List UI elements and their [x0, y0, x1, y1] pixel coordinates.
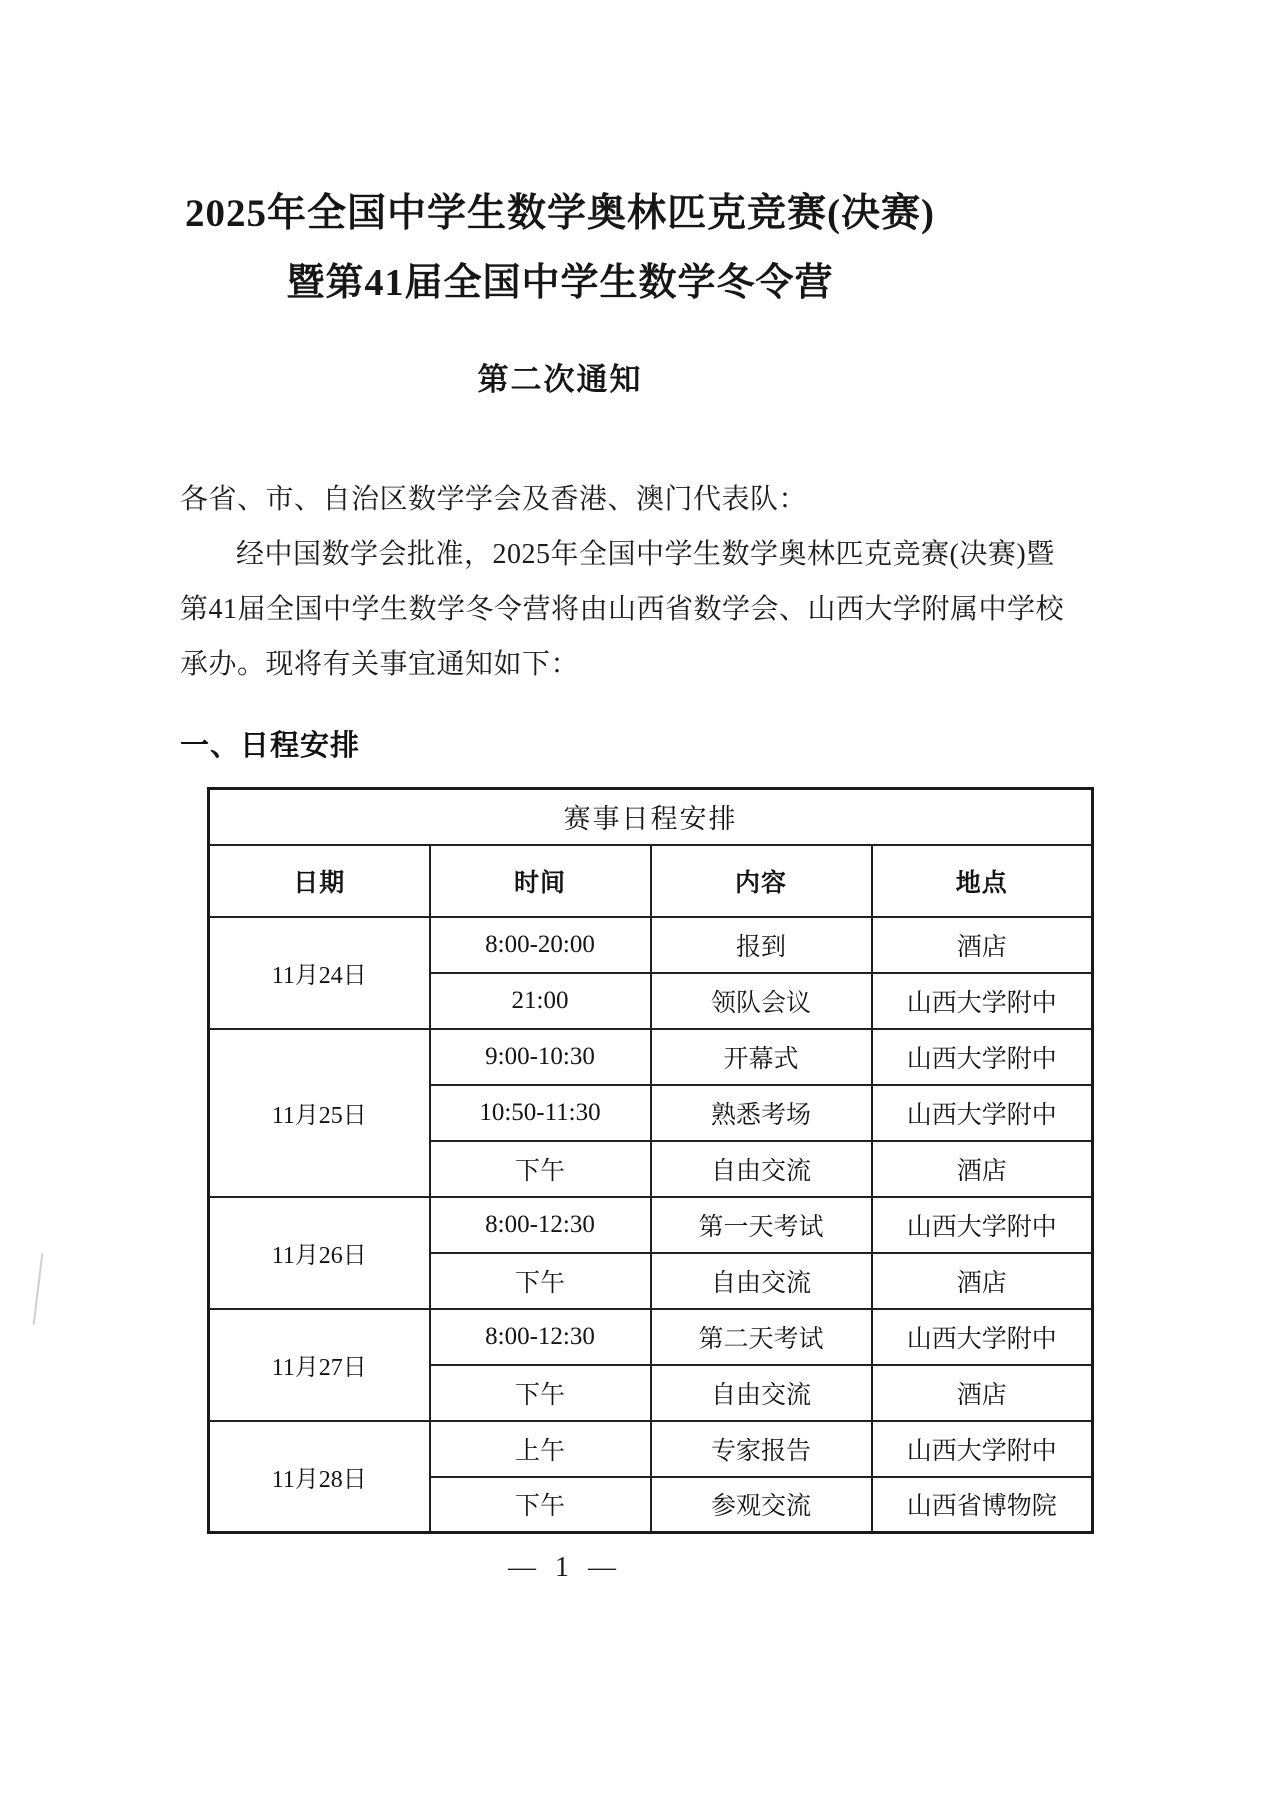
doc-title-line-3: 第二次通知 [477, 362, 643, 397]
column-header-2: 时间 [430, 845, 651, 917]
column-header-3: 内容 [651, 845, 872, 917]
location-cell: 酒店 [872, 1141, 1093, 1197]
content-cell: 第一天考试 [651, 1197, 872, 1253]
location-cell: 酒店 [872, 1365, 1093, 1421]
content-cell: 开幕式 [651, 1029, 872, 1085]
time-cell: 下午 [430, 1141, 651, 1197]
scan-artifact-mark [33, 1253, 44, 1325]
time-cell: 8:00-12:30 [430, 1197, 651, 1253]
content-cell: 自由交流 [651, 1365, 872, 1421]
table-row [209, 1029, 1093, 1085]
table-caption: 赛事日程安排 [209, 789, 1093, 845]
paragraph-line-2: 第41届全国中学生数学冬令营将由山西省数学会、山西大学附属中学校 [180, 594, 1065, 625]
location-cell: 山西大学附中 [872, 973, 1093, 1029]
page-number: — 1 — [508, 1552, 622, 1583]
location-cell: 山西大学附中 [872, 1197, 1093, 1253]
date-cell: 11月25日 [209, 1029, 430, 1197]
doc-title-line-2: 暨第41届全国中学生数学冬令营 [286, 262, 834, 304]
table-header-row [209, 845, 1093, 917]
table-row [209, 1421, 1093, 1477]
location-cell: 山西大学附中 [872, 1421, 1093, 1477]
column-header-1: 日期 [209, 845, 430, 917]
location-cell: 山西省博物院 [872, 1477, 1093, 1533]
table-row [209, 1197, 1093, 1253]
location-cell: 酒店 [872, 1253, 1093, 1309]
content-cell: 自由交流 [651, 1141, 872, 1197]
time-cell: 21:00 [430, 973, 651, 1029]
column-header-4: 地点 [872, 845, 1093, 917]
location-cell: 山西大学附中 [872, 1085, 1093, 1141]
time-cell: 10:50-11:30 [430, 1085, 651, 1141]
paragraph-line-1: 经中国数学会批准，2025年全国中学生数学奥林匹克竞赛(决赛)暨 [236, 539, 1055, 570]
time-cell: 上午 [430, 1421, 651, 1477]
content-cell: 自由交流 [651, 1253, 872, 1309]
date-cell: 11月24日 [209, 917, 430, 1029]
content-cell: 第二天考试 [651, 1309, 872, 1365]
time-cell: 下午 [430, 1477, 651, 1533]
salutation-line: 各省、市、自治区数学学会及香港、澳门代表队： [180, 484, 808, 515]
location-cell: 山西大学附中 [872, 1029, 1093, 1085]
section-heading-schedule: 一、日程安排 [180, 730, 361, 762]
table-row [209, 1309, 1093, 1365]
time-cell: 下午 [430, 1365, 651, 1421]
date-cell: 11月27日 [209, 1309, 430, 1421]
content-cell: 报到 [651, 917, 872, 973]
time-cell: 9:00-10:30 [430, 1029, 651, 1085]
content-cell: 领队会议 [651, 973, 872, 1029]
table-caption-row [209, 789, 1093, 845]
paragraph-line-3: 承办。现将有关事宜通知如下： [180, 649, 580, 680]
location-cell: 酒店 [872, 917, 1093, 973]
time-cell: 8:00-12:30 [430, 1309, 651, 1365]
content-cell: 参观交流 [651, 1477, 872, 1533]
content-cell: 专家报告 [651, 1421, 872, 1477]
schedule-table [207, 787, 1094, 1534]
time-cell: 8:00-20:00 [430, 917, 651, 973]
doc-title-line-1: 2025年全国中学生数学奥林匹克竞赛(决赛) [185, 192, 935, 235]
content-cell: 熟悉考场 [651, 1085, 872, 1141]
time-cell: 下午 [430, 1253, 651, 1309]
table-row [209, 917, 1093, 973]
intro-text-block [180, 472, 1080, 692]
date-cell: 11月26日 [209, 1197, 430, 1309]
date-cell: 11月28日 [209, 1421, 430, 1533]
location-cell: 山西大学附中 [872, 1309, 1093, 1365]
